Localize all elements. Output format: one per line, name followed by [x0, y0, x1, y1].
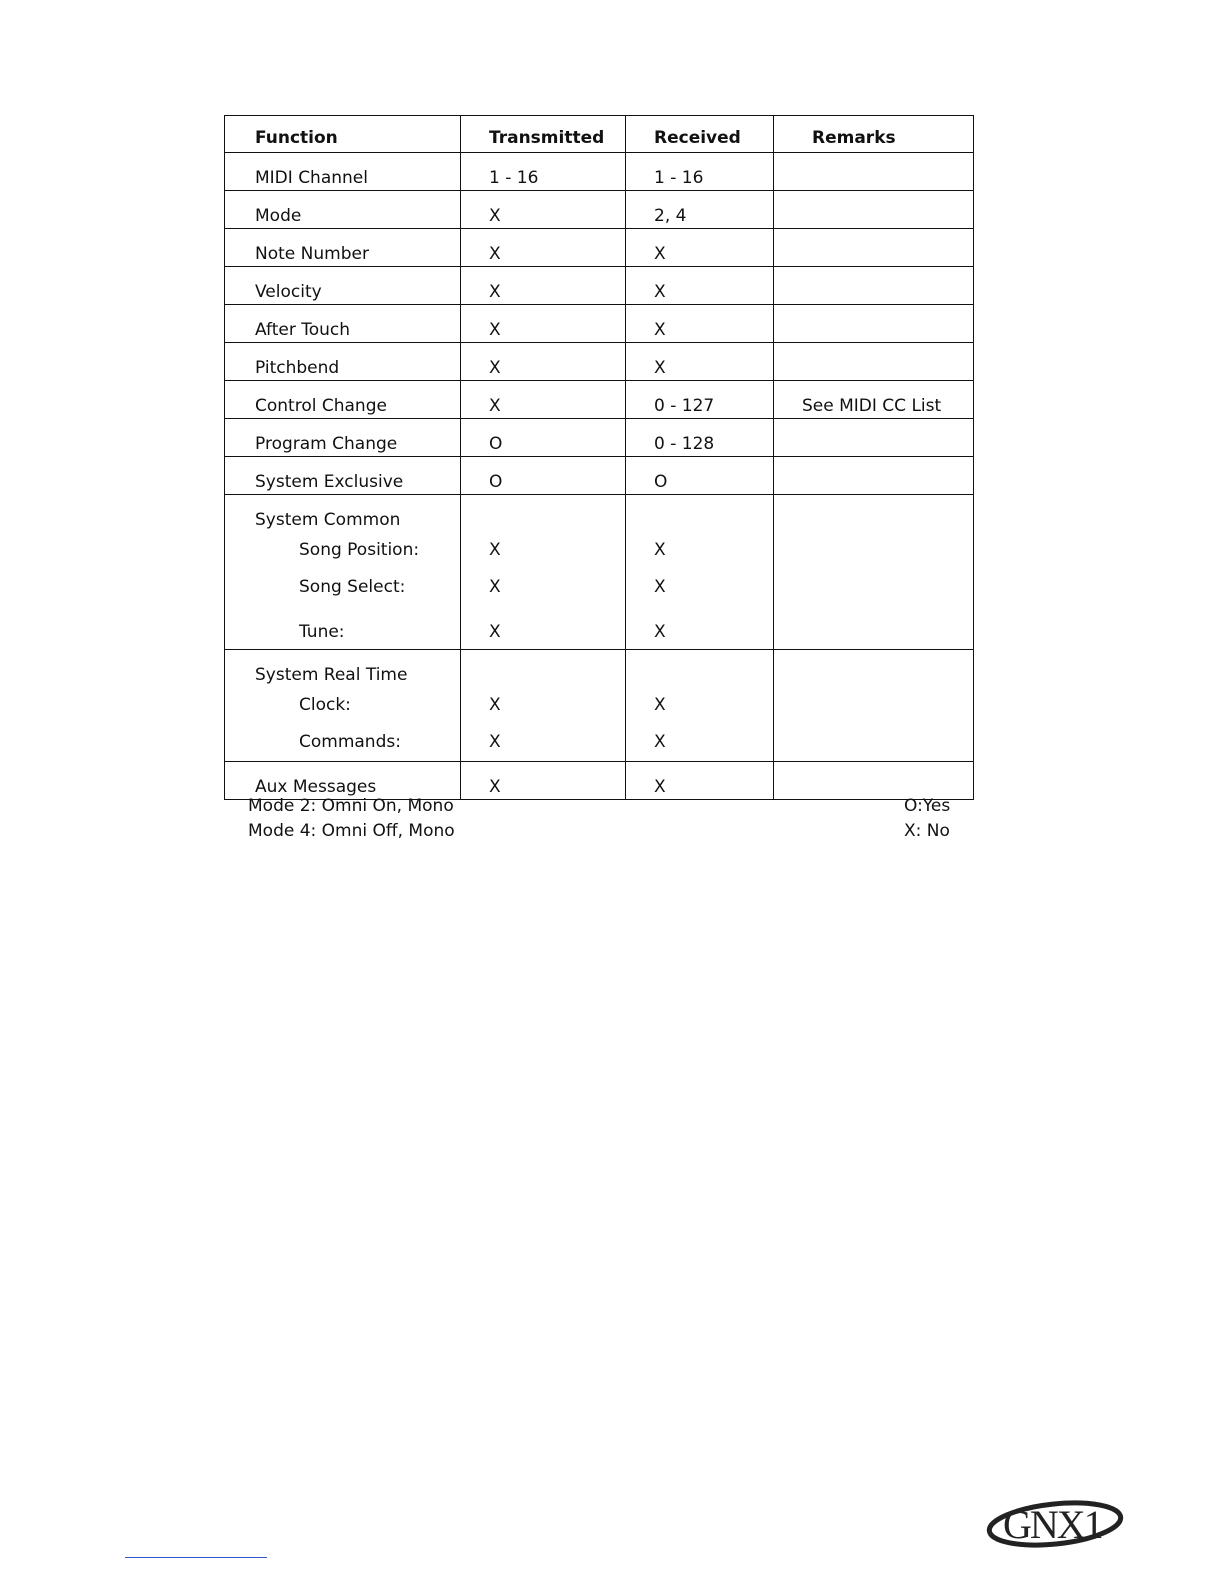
sub-transmitted-cell: X — [489, 695, 501, 715]
function-cell: Aux Messages — [255, 777, 377, 797]
function-cell: Mode — [255, 206, 302, 226]
received-cell: O — [654, 472, 668, 492]
remarks-cell — [802, 343, 973, 380]
table-row — [225, 343, 974, 381]
table-row — [225, 153, 974, 191]
sub-function-cell: Commands: — [299, 732, 401, 752]
sub-transmitted-cell: X — [489, 622, 501, 642]
transmitted-cell: O — [489, 472, 503, 492]
sub-function-cell: Song Position: — [299, 540, 420, 560]
received-cell: X — [654, 244, 666, 264]
group-label: System Real Time — [255, 665, 408, 685]
transmitted-cell: X — [489, 358, 501, 378]
transmitted-cell: X — [489, 396, 501, 416]
header-remarks: Remarks — [774, 116, 974, 153]
header-transmitted: Transmitted — [461, 116, 626, 153]
received-cell: 2, 4 — [654, 206, 687, 226]
sub-received-cell: X — [654, 732, 666, 752]
table-row — [225, 381, 974, 419]
legend-mode2: Mode 2: Omni On, Mono — [248, 796, 454, 816]
remarks-cell — [802, 762, 973, 799]
function-cell: Pitchbend — [255, 358, 340, 378]
table-row — [225, 419, 974, 457]
remarks-cell — [802, 305, 973, 342]
function-cell: Note Number — [255, 244, 369, 264]
remarks-cell — [802, 229, 973, 266]
transmitted-cell: X — [489, 320, 501, 340]
received-cell: X — [654, 358, 666, 378]
legend-mode4: Mode 4: Omni Off, Mono — [248, 821, 455, 841]
header-function: Function — [225, 116, 461, 153]
transmitted-cell: X — [489, 282, 501, 302]
function-cell: Velocity — [255, 282, 322, 302]
remarks-cell — [802, 419, 973, 456]
received-cell: 0 - 128 — [654, 434, 715, 454]
sub-received-cell: X — [654, 540, 666, 560]
sub-function-cell: Clock: — [299, 695, 351, 715]
function-cell: After Touch — [255, 320, 351, 340]
sub-transmitted-cell: X — [489, 540, 501, 560]
transmitted-cell: X — [489, 244, 501, 264]
received-cell: X — [654, 282, 666, 302]
footer-link-underline — [125, 1557, 267, 1558]
table-row — [225, 305, 974, 343]
sub-transmitted-cell: X — [489, 577, 501, 597]
midi-implementation-chart — [224, 115, 974, 800]
transmitted-cell: O — [489, 434, 503, 454]
legend-no: X: No — [904, 821, 950, 841]
function-cell: Control Change — [255, 396, 387, 416]
table-row — [225, 267, 974, 305]
remarks-cell — [802, 267, 973, 304]
table-header-row — [225, 116, 974, 153]
transmitted-cell: 1 - 16 — [489, 168, 539, 188]
sub-received-cell: X — [654, 577, 666, 597]
table-row-system-real-time — [225, 650, 974, 762]
table-row — [225, 191, 974, 229]
remarks-cell: See MIDI CC List — [802, 396, 942, 416]
legend-yes: O:Yes — [904, 796, 951, 816]
sub-function-cell: Song Select: — [299, 577, 406, 597]
table-row — [225, 229, 974, 267]
received-cell: 0 - 127 — [654, 396, 715, 416]
sub-received-cell: X — [654, 695, 666, 715]
remarks-cell — [802, 191, 973, 228]
sub-received-cell: X — [654, 622, 666, 642]
table-row — [225, 457, 974, 495]
received-cell: X — [654, 777, 666, 797]
remarks-cell — [802, 457, 973, 494]
group-label: System Common — [255, 510, 401, 530]
table-row — [225, 762, 974, 800]
transmitted-cell: X — [489, 206, 501, 226]
function-cell: MIDI Channel — [255, 168, 368, 188]
header-received: Received — [626, 116, 774, 153]
table-row-system-common — [225, 495, 974, 650]
sub-function-cell: Tune: — [299, 622, 345, 642]
received-cell: X — [654, 320, 666, 340]
remarks-cell — [802, 153, 973, 190]
logo-text: GNX1 — [1003, 1502, 1102, 1547]
sub-transmitted-cell: X — [489, 732, 501, 752]
transmitted-cell: X — [489, 777, 501, 797]
function-cell: System Exclusive — [255, 472, 404, 492]
received-cell: 1 - 16 — [654, 168, 704, 188]
function-cell: Program Change — [255, 434, 398, 454]
gnx1-logo — [985, 1494, 1140, 1554]
